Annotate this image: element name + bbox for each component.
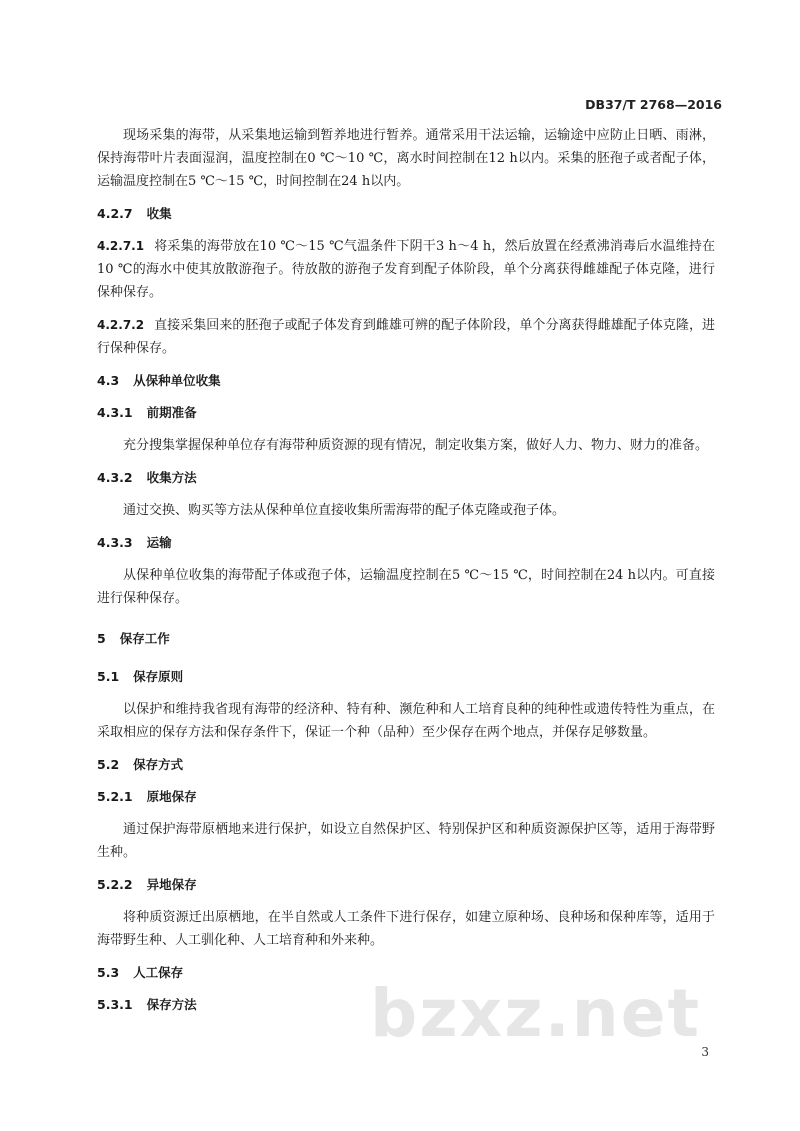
chapter-heading	[97, 628, 715, 650]
numbered-paragraph	[97, 235, 715, 304]
section-heading	[97, 203, 715, 225]
section-heading	[97, 532, 715, 554]
section-heading	[97, 666, 715, 688]
section-number: 5.2.2	[97, 877, 133, 892]
paragraph: 现场采集的海带，从采集地运输到暂养地进行暂养。通常采用干法运输，运输途中应防止日晒、雨淋，保持海带叶片表面湿润，温度控制在0 ℃～10 ℃，离水时间控制在12 h以内。采集的胚孢子或者配子体，运输温度控制在5 ℃～15 ℃，时间控制在24 h以内。	[97, 128, 715, 189]
paragraph: 通过保护海带原栖地来进行保护，如设立自然保护区、特别保护区和种质资源保护区等，适用于海带野生种。	[97, 822, 715, 860]
section-heading	[97, 402, 715, 424]
section-number: 5.3.1	[97, 997, 133, 1012]
section-title: 从保种单位收集	[133, 373, 221, 388]
section-title: 收集方法	[146, 470, 197, 485]
section-heading	[97, 467, 715, 489]
section-number: 5.3	[97, 965, 120, 980]
clause-number: 4.2.7.2	[97, 318, 145, 332]
section-title: 运输	[146, 535, 172, 550]
chapter-title: 保存工作	[119, 631, 170, 646]
document-body	[97, 124, 715, 1026]
section-heading	[97, 874, 715, 896]
section-number: 4.3.1	[97, 405, 133, 420]
clause-text: 直接采集回来的胚孢子或配子体发育到雌雄可辨的配子体阶段，单个分离获得雌雄配子体克隆，进行保种保存。	[97, 318, 715, 356]
clause-text: 将采集的海带放在10 ℃～15 ℃气温条件下阴干3 h～4 h，然后放置在经煮沸消毒后水温维持在10 ℃的海水中使其放散游孢子。待放散的游孢子发育到配子体阶段，单个分离获得雌雄配子体克隆，进行保种保存。	[97, 239, 715, 300]
page-number: 3	[701, 1045, 709, 1059]
section-number: 4.3.2	[97, 470, 133, 485]
paragraph: 将种质资源迁出原栖地，在半自然或人工条件下进行保存，如建立原种场、良种场和保种库等，适用于海带野生种、人工驯化种、人工培育种和外来种。	[97, 910, 715, 948]
section-number: 4.2.7	[97, 206, 133, 221]
section-title: 保存方法	[146, 997, 197, 1012]
paragraph: 通过交换、购买等方法从保种单位直接收集所需海带的配子体克隆或孢子体。	[123, 503, 566, 518]
section-number: 4.3	[97, 373, 120, 388]
section-title: 异地保存	[146, 877, 197, 892]
clause-number: 4.2.7.1	[97, 239, 145, 253]
section-title: 保存原则	[133, 669, 184, 684]
section-title: 收集	[146, 206, 172, 221]
watermark: bzxz.net	[370, 975, 702, 1052]
document-id: DB37/T 2768—2016	[585, 97, 722, 112]
section-heading	[97, 370, 715, 392]
section-title: 原地保存	[146, 789, 197, 804]
paragraph: 从保种单位收集的海带配子体或孢子体，运输温度控制在5 ℃～15 ℃，时间控制在24 h以内。可直接进行保种保存。	[97, 568, 715, 606]
chapter-number: 5	[97, 631, 106, 646]
section-heading	[97, 786, 715, 808]
section-title: 前期准备	[146, 405, 197, 420]
paragraph: 以保护和维持我省现有海带的经济种、特有种、濒危种和人工培育良种的纯种性或遗传特性为重点，在采取相应的保存方法和保存条件下，保证一个种（品种）至少保存在两个地点，并保存足够数量。	[97, 702, 715, 740]
numbered-paragraph	[97, 314, 715, 360]
section-heading	[97, 754, 715, 776]
section-title: 保存方式	[133, 757, 184, 772]
section-number: 5.2	[97, 757, 120, 772]
paragraph: 充分搜集掌握保种单位存有海带种质资源的现有情况，制定收集方案，做好人力、物力、财力的准备。	[123, 438, 709, 453]
section-number: 5.2.1	[97, 789, 133, 804]
section-number: 5.1	[97, 669, 120, 684]
section-title: 人工保存	[133, 965, 184, 980]
section-number: 4.3.3	[97, 535, 133, 550]
